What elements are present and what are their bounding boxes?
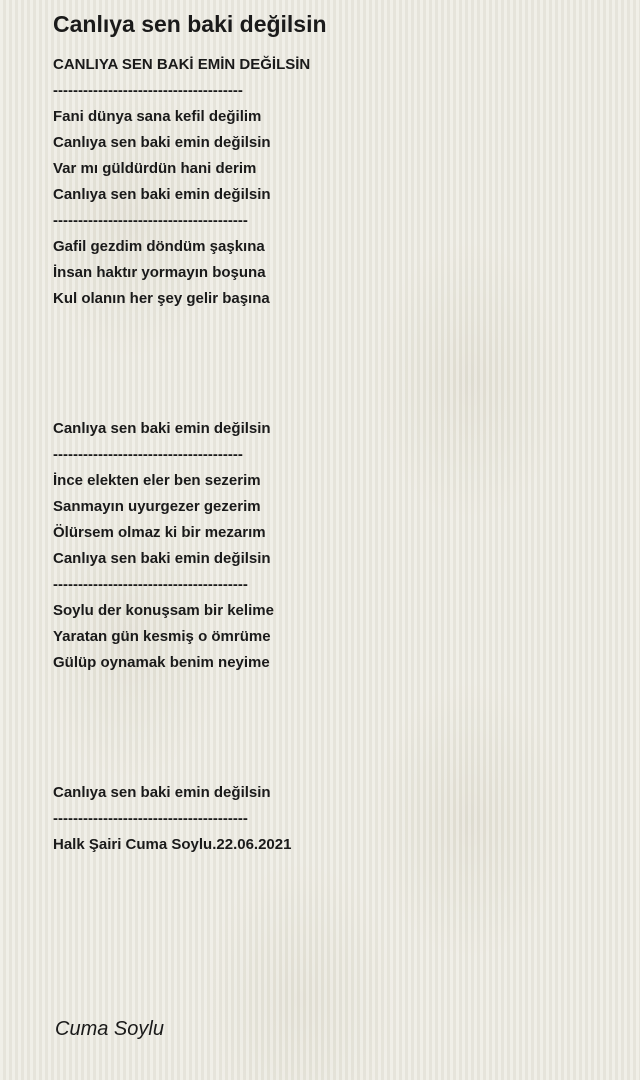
- poem-line: Gülüp oynamak benim neyime: [53, 654, 270, 671]
- poem-line: Fani dünya sana kefil değilim: [53, 108, 262, 125]
- poem-line: Sanmayın uyurgezer gezerim: [53, 498, 261, 515]
- poem-line: Canlıya sen baki emin değilsin: [53, 784, 271, 801]
- poem-line: CANLIYA SEN BAKİ EMİN DEĞİLSİN: [53, 56, 311, 73]
- poem-blank-line: [53, 754, 613, 780]
- poem-line: Yaratan gün kesmiş o ömrüme: [53, 628, 271, 645]
- poem-line: İnce elekten eler ben sezerim: [53, 472, 261, 489]
- poem-body: [53, 52, 613, 858]
- poem-divider: --------------------------------------: [53, 82, 243, 99]
- poem-author: Cuma Soylu: [55, 1018, 164, 1040]
- poem-blank-line: [53, 728, 613, 754]
- poem-divider: ---------------------------------------: [53, 576, 248, 593]
- poem-line: Kul olanın her şey gelir başına: [53, 290, 270, 307]
- poem-blank-line: [53, 364, 613, 390]
- poem-divider: ---------------------------------------: [53, 810, 248, 827]
- poem-line: Var mı güldürdün hani derim: [53, 160, 257, 177]
- poem-line: Ölürsem olmaz ki bir mezarım: [53, 524, 266, 541]
- poem-line: İnsan haktır yormayın boşuna: [53, 264, 266, 281]
- poem-line: Canlıya sen baki emin değilsin: [53, 420, 271, 437]
- poem-blank-line: [53, 312, 613, 338]
- poem-line: Canlıya sen baki emin değilsin: [53, 186, 271, 203]
- poem-divider: --------------------------------------: [53, 446, 243, 463]
- poem-line: Halk Şairi Cuma Soylu.22.06.2021: [53, 836, 292, 853]
- poem-blank-line: [53, 676, 613, 702]
- poem-blank-line: [53, 390, 613, 416]
- poem-line: Canlıya sen baki emin değilsin: [53, 134, 271, 151]
- poem-line: Soylu der konuşsam bir kelime: [53, 602, 274, 619]
- poem-blank-line: [53, 702, 613, 728]
- poem-blank-line: [53, 338, 613, 364]
- poem-title: Canlıya sen baki değilsin: [53, 11, 327, 37]
- poem-divider: ---------------------------------------: [53, 212, 248, 229]
- poem-line: Gafil gezdim döndüm şaşkına: [53, 238, 265, 255]
- poem-line: Canlıya sen baki emin değilsin: [53, 550, 271, 567]
